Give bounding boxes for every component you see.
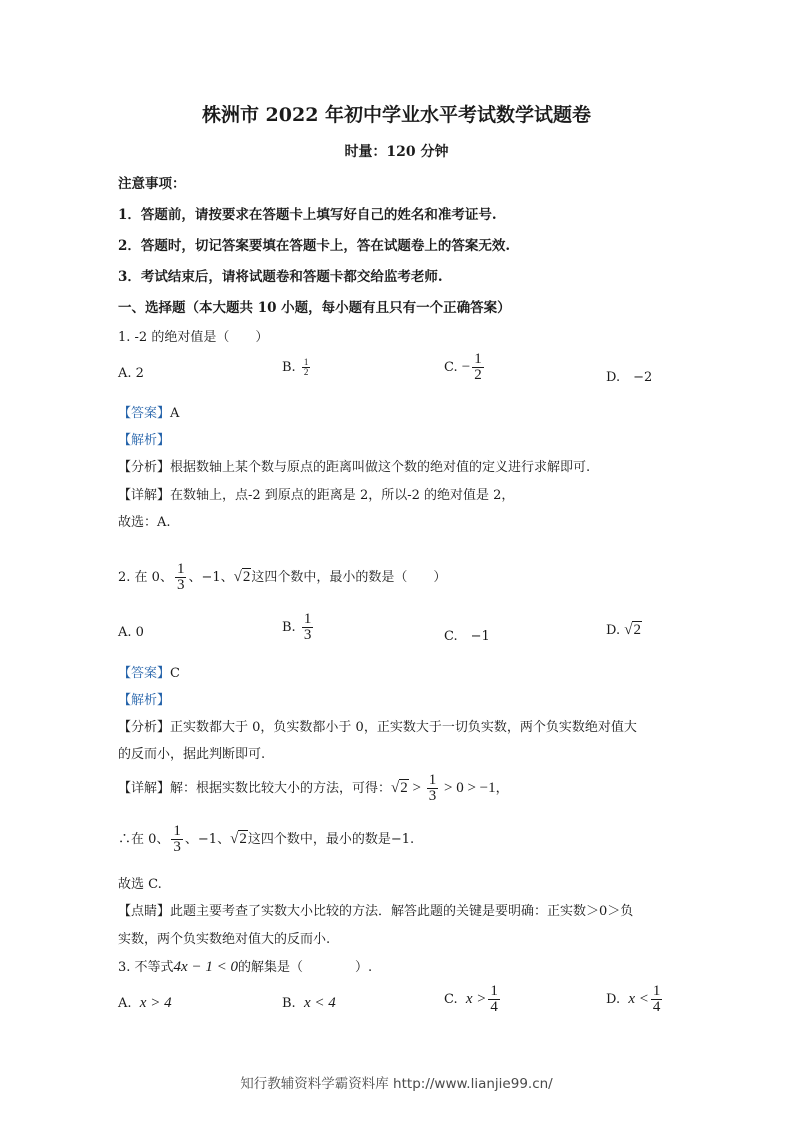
q2-xiangjie-text: 解：根据实数比较大小的方法，可得：: [170, 781, 392, 796]
q3-stem: [118, 956, 372, 976]
q2-stem-post: 这四个数中，最小的数是（ ）: [251, 570, 447, 585]
q3-option-b-expr: x < 4: [303, 995, 336, 1011]
q3-option-d: [606, 984, 664, 1015]
q2-therefore-pre: ∴在 0、: [118, 832, 170, 847]
q2-conclusion: 故选 C.: [118, 877, 162, 892]
q2-stem-pre: 2. 在 0、: [118, 570, 173, 585]
q2-option-d-label: D.: [606, 623, 621, 638]
notes-item-2: 2．答题时，切记答案要填在答题卡上，答在试题卷上的答案无效.: [118, 238, 511, 254]
section-heading: 一、选择题（本大题共 10 小题，每小题有且只有一个正确答案）: [118, 300, 511, 316]
q3-stem-post: 的解集是（ ）.: [237, 960, 373, 975]
q2-option-b-fraction: [302, 612, 314, 643]
q2-stem-denominator: 3: [176, 577, 185, 593]
q2-ineq-fraction: [427, 773, 439, 804]
q2-answer-row: [118, 662, 180, 681]
q1-stem: 1. -2 的绝对值是（ ）: [118, 330, 269, 345]
q2-ineq-gt: >: [408, 780, 425, 796]
q2-dianjing-cont: 实数，两个负实数绝对值大的反而小.: [118, 932, 331, 947]
q2-answer-tag: 【答案】: [118, 666, 171, 681]
q2-answer: C: [170, 666, 180, 681]
q2-therefore-numerator: 1: [173, 823, 181, 839]
q2-ineq-rest: > 0 > −1: [440, 780, 496, 796]
footer-watermark: 知行教辅资料学霸资料库 http://www.lianjie99.cn/: [240, 1076, 553, 1092]
q2-option-b-label: B.: [282, 620, 296, 635]
q1-option-c-label: C.: [444, 360, 458, 375]
q2-ineq-numerator: 1: [428, 772, 437, 788]
q1-conclusion: 故选：A.: [118, 515, 171, 530]
q2-option-d-sqrt: √2: [624, 622, 641, 638]
q2-option-b: [282, 612, 315, 643]
q2-therefore-sqrt: √2: [230, 831, 247, 847]
q2-therefore-radicand: 2: [239, 831, 247, 847]
q3-option-d-expr: x <: [628, 991, 649, 1007]
q2-dianjing-tag: 【点睛】: [118, 904, 171, 919]
q2-option-a: A. 0: [118, 625, 144, 640]
q3-option-c: [444, 984, 502, 1015]
q2-fenxi-line1: 正实数都大于 0，负实数都小于 0，正实数大于一切负实数，两个负实数绝对值大: [170, 720, 637, 735]
exam-duration: 时量：120 分钟: [344, 144, 449, 160]
q2-stem: [118, 562, 446, 593]
q3-option-c-fraction: [488, 984, 500, 1015]
q2-option-b-denominator: 3: [303, 627, 312, 643]
q3-option-b: [282, 995, 336, 1012]
q2-fenxi-cont: 的反而小，据此判断即可.: [118, 747, 266, 762]
q3-option-a-label: A.: [118, 996, 132, 1011]
q1-fenxi-tag: 【分析】: [118, 460, 171, 475]
q1-xiangjie-tag: 【详解】: [118, 488, 171, 503]
q1-option-c-fraction: [472, 352, 484, 383]
q2-ineq-radicand: 2: [400, 780, 408, 796]
q1-option-c-sign: −: [461, 359, 471, 375]
q1-option-b: [282, 358, 312, 377]
q2-xiangjie-tag: 【详解】: [118, 781, 171, 796]
notes-item-3: 3．考试结束后，请将试题卷和答题卡都交给监考老师.: [118, 269, 443, 285]
q1-option-c-numerator: 1: [474, 351, 482, 367]
q2-therefore-mid: 、−1、: [184, 832, 231, 847]
q2-therefore-post: 这四个数中，最小的数是−1.: [247, 832, 415, 847]
q3-stem-pre: 3. 不等式: [118, 960, 174, 975]
q1-option-b-label: B.: [282, 360, 296, 375]
q1-option-b-denominator: 2: [303, 367, 309, 377]
q3-option-c-label: C.: [444, 992, 458, 1007]
q3-option-c-denominator: 4: [490, 999, 498, 1015]
q2-ineq-denominator: 3: [428, 788, 437, 804]
q3-option-d-denominator: 4: [652, 999, 661, 1015]
q2-dianjing: [118, 900, 633, 919]
q1-answer-tag: 【答案】: [118, 406, 171, 421]
q3-option-a-expr: x > 4: [139, 995, 172, 1011]
q3-option-b-label: B.: [282, 996, 296, 1011]
q1-analysis-tag: 【解析】: [118, 433, 171, 448]
q1-option-d: D. −2: [606, 370, 653, 385]
q2-stem-sqrt: √2: [233, 569, 251, 585]
q3-option-d-label: D.: [606, 992, 621, 1007]
q2-xiangjie: [118, 773, 509, 804]
q3-stem-expr: 4x − 1 < 0: [173, 959, 238, 975]
q2-stem-numerator: 1: [176, 561, 185, 577]
q1-option-b-numerator: 1: [303, 357, 309, 367]
q1-answer: A: [170, 406, 180, 421]
q2-dianjing-line1: 此题主要考查了实数大小比较的方法．解答此题的关键是要明确：正实数＞0＞负: [170, 904, 634, 919]
q2-option-c: C. −1: [444, 629, 490, 644]
q1-answer-row: [118, 402, 179, 421]
q2-stem-fraction: [175, 562, 187, 593]
q1-fenxi-text: 根据数轴上某个数与原点的距离叫做这个数的绝对值的定义进行求解即可.: [170, 460, 591, 475]
notes-item-1: 1．答题前，请按要求在答题卡上填写好自己的姓名和准考证号.: [118, 207, 497, 223]
q2-option-d-radicand: 2: [633, 622, 641, 638]
q1-xiangjie: [118, 484, 514, 503]
q2-analysis-tag: 【解析】: [118, 693, 171, 708]
q2-fenxi-tag: 【分析】: [118, 720, 171, 735]
q1-option-a: A. 2: [118, 366, 144, 381]
notes-heading: 注意事项：: [118, 176, 186, 192]
q2-ineq-comma: ，: [495, 781, 509, 796]
q3-option-c-numerator: 1: [490, 983, 498, 999]
q2-therefore-fraction: [171, 824, 183, 855]
q1-option-b-fraction: [302, 358, 311, 377]
q1-option-c-denominator: 2: [474, 367, 482, 383]
q3-option-d-fraction: [651, 984, 663, 1015]
q2-therefore: [118, 824, 414, 855]
q2-stem-sqrt-radicand: 2: [242, 569, 251, 585]
q2-therefore-denominator: 3: [173, 839, 181, 855]
q3-option-d-numerator: 1: [652, 983, 661, 999]
q3-option-c-expr: x >: [465, 991, 487, 1007]
q2-stem-mid: 、−1、: [188, 570, 234, 585]
q2-option-b-numerator: 1: [303, 611, 312, 627]
q3-option-a: [118, 995, 172, 1012]
q2-option-d: [606, 622, 642, 639]
page-title: 株洲市 2022 年初中学业水平考试数学试题卷: [201, 104, 592, 126]
q1-option-c: [444, 352, 486, 383]
q2-ineq-sqrt: √2: [391, 780, 408, 796]
q1-xiangjie-text: 在数轴上，点-2 到原点的距离是 2，所以-2 的绝对值是 2，: [170, 488, 515, 503]
q2-fenxi: [118, 716, 637, 735]
q1-fenxi: [118, 456, 590, 475]
